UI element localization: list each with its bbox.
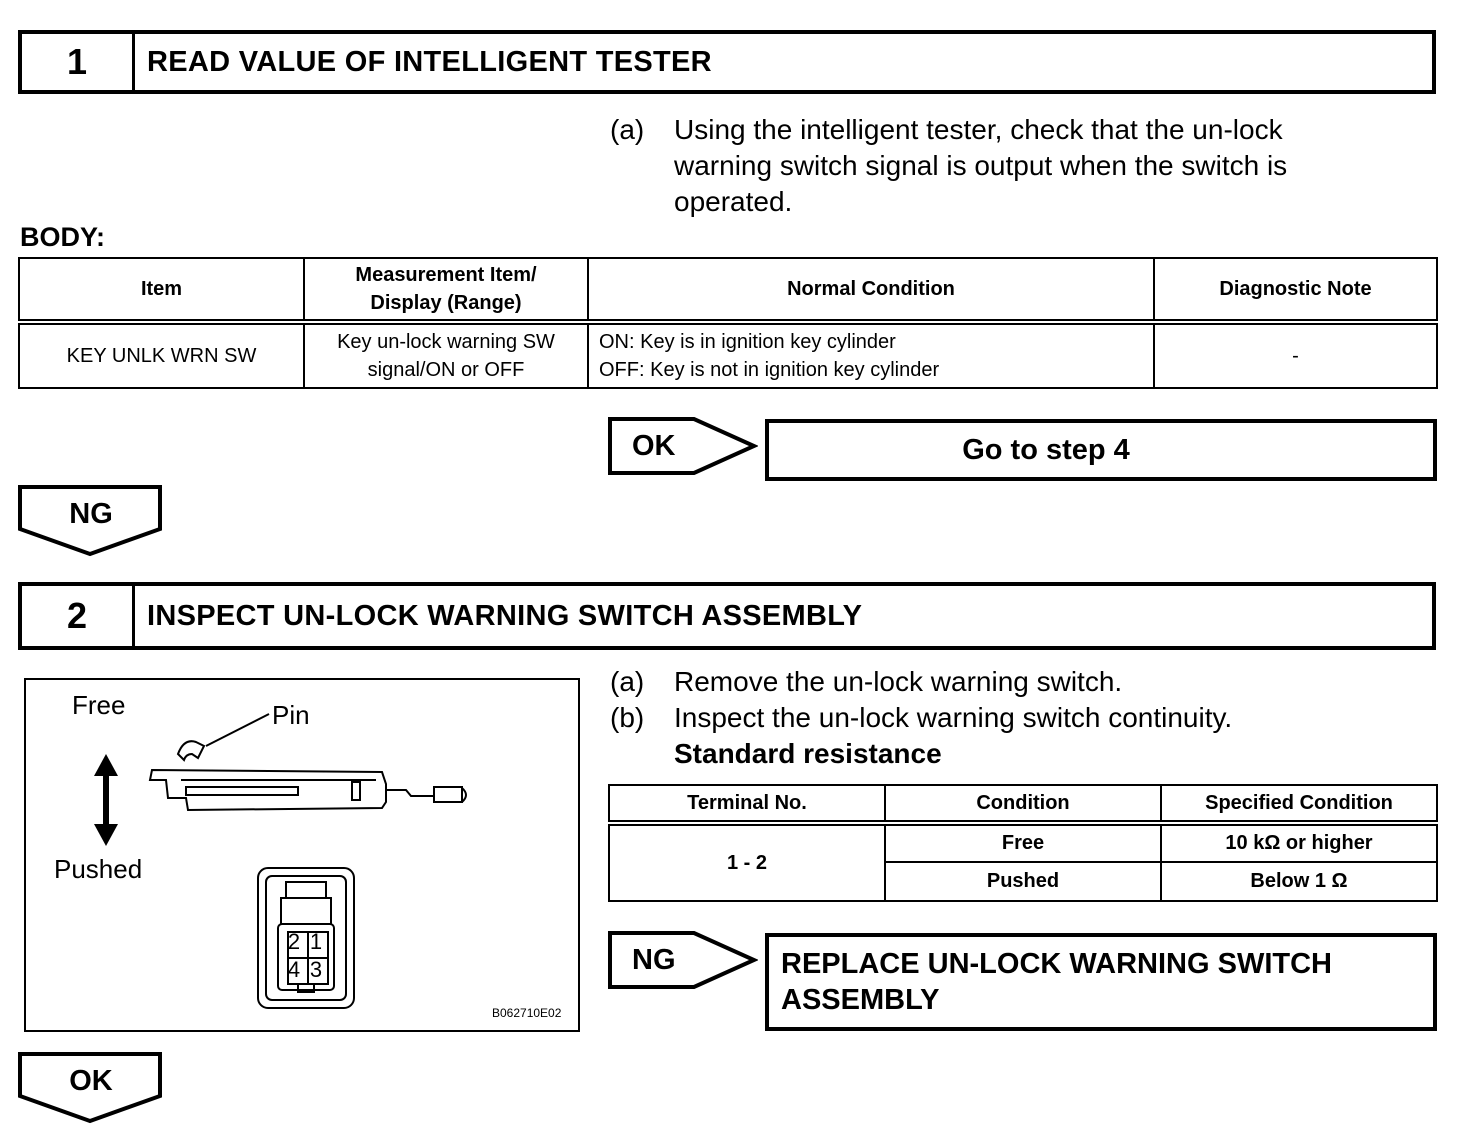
resistance-table (608, 784, 1438, 902)
ok-label: OK (69, 1065, 113, 1097)
pin-label: Pin (272, 700, 310, 730)
step-title: READ VALUE OF INTELLIGENT TESTER (147, 45, 712, 78)
instruction-label: (a) (610, 114, 645, 145)
section-label: BODY: (20, 222, 105, 252)
ng-label: NG (632, 944, 676, 976)
terminal-4: 4 (287, 957, 301, 982)
standard-label: Standard resistance (674, 738, 942, 769)
pushed-label: Pushed (54, 854, 143, 884)
column-header: Normal Condition (588, 258, 1154, 322)
cell-line: signal/ON or OFF (367, 359, 525, 381)
ng-result-box (765, 933, 1437, 1031)
column-header: Diagnostic Note (1154, 258, 1437, 322)
table-row (19, 322, 1437, 388)
table-row (609, 823, 1437, 862)
table-cell: Below 1 Ω (1161, 862, 1437, 901)
step-1-header (18, 30, 1436, 94)
column-header: Item (19, 258, 304, 322)
figure-code: B062710E02 (492, 1006, 562, 1020)
arrow-up-icon (94, 754, 118, 776)
instruction-label: (a) (610, 666, 645, 697)
header-line: Display (Range) (370, 292, 522, 314)
instruction-line: Using the intelligent tester, check that the un-lock (674, 114, 1283, 145)
table-cell (588, 322, 1154, 388)
switch-figure (24, 678, 580, 1032)
terminal-3: 3 (309, 957, 323, 982)
instruction-line: warning switch signal is output when the switch is (674, 150, 1288, 181)
column-header: Condition (885, 785, 1161, 823)
ng-arrow-icon (608, 931, 758, 991)
terminal-2: 2 (287, 929, 301, 954)
ok-result-box (765, 419, 1437, 481)
instruction-text: Inspect the un-lock warning switch continuity. (674, 702, 1233, 733)
instruction-label: (b) (610, 702, 645, 733)
table-cell: Pushed (885, 862, 1161, 901)
instruction-line: operated. (674, 186, 793, 217)
arrow-down-icon (94, 824, 118, 846)
table-cell: 10 kΩ or higher (1161, 823, 1437, 862)
step-1-instruction (610, 112, 1410, 222)
ok-label: OK (632, 430, 676, 462)
ok-arrow-icon (608, 417, 758, 477)
table-cell: KEY UNLK WRN SW (19, 322, 304, 388)
column-header: Terminal No. (609, 785, 885, 823)
cell-line: OFF: Key is not in ignition key cylinder (599, 359, 940, 381)
ng-result-line: REPLACE UN-LOCK WARNING SWITCH (781, 948, 1332, 980)
header-line: Measurement Item/ (355, 264, 537, 286)
table-cell: Free (885, 823, 1161, 862)
cell-line: ON: Key is in ignition key cylinder (599, 331, 896, 353)
free-label: Free (72, 690, 126, 720)
step-number: 2 (22, 586, 135, 646)
table-cell (304, 322, 588, 388)
ok-result-text: Go to step 4 (962, 433, 1130, 466)
column-header: Specified Condition (1161, 785, 1437, 823)
cell-line: Key un-lock warning SW (337, 331, 555, 353)
table-cell: 1 - 2 (609, 823, 885, 901)
step-2-instructions (610, 664, 1430, 774)
ng-result-line: ASSEMBLY (781, 984, 940, 1016)
switch-body (150, 741, 466, 810)
step-title: INSPECT UN-LOCK WARNING SWITCH ASSEMBLY (147, 599, 863, 632)
ng-label: NG (69, 498, 113, 530)
column-header (304, 258, 588, 322)
table-cell: - (1154, 322, 1437, 388)
instruction-text: Remove the un-lock warning switch. (674, 666, 1123, 697)
step-number: 1 (22, 34, 135, 90)
body-data-table (18, 257, 1438, 389)
terminal-1: 1 (309, 929, 323, 954)
step-2-header (18, 582, 1436, 650)
